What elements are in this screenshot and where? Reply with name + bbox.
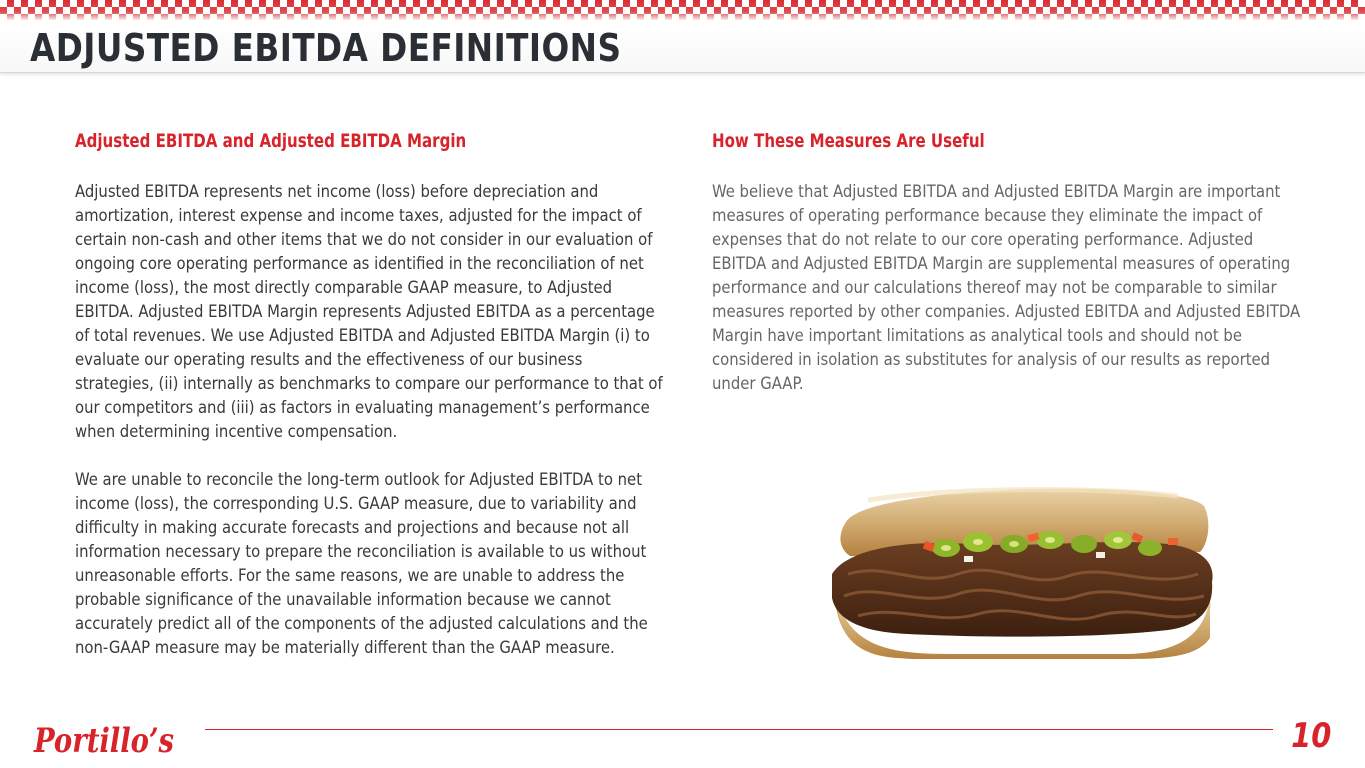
left-column-heading: Adjusted EBITDA and Adjusted EBITDA Margin	[75, 130, 467, 152]
right-column-heading: How These Measures Are Useful	[712, 130, 985, 152]
svg-text:Portillo’s: Portillo’s	[33, 721, 174, 761]
portillos-logo	[32, 718, 182, 762]
page-number: 10	[1290, 716, 1331, 756]
left-paragraph-2: We are unable to reconcile the long-term outlook for Adjusted EBITDA to net income (loss), the corresponding U.S. GAAP measure, due to variability and difficulty in making accurate forecasts and projections and because not all information necessary to prepare the reconciliation is available to us without unreasonable efforts. For the same reasons, we are unable to address the probable significance of the unavailable information because we cannot accurately predict all of the components of the adjusted calculations and the non-GAAP measure may be materially different than the GAAP measure.	[75, 470, 648, 657]
beef-filling	[832, 542, 1213, 637]
page-title: ADJUSTED EBITDA DEFINITIONS	[30, 26, 622, 70]
checkered-border-fade	[0, 0, 1365, 20]
left-column	[75, 126, 665, 660]
sandwich-image	[828, 478, 1216, 660]
left-paragraph-1: Adjusted EBITDA represents net income (loss) before depreciation and amortization, interest expense and income taxes, adjusted for the impact of certain non-cash and other items that we do not consider in our evaluation of ongoing core operating performance as identified in the reconciliation of net income (loss), the most directly comparable GAAP measure, to Adjusted EBITDA. Adjusted EBITDA Margin represents Adjusted EBITDA as a percentage of total revenues. We use Adjusted EBITDA and Adjusted EBITDA Margin (i) to evaluate our operating results and the effectiveness of our business strategies, (ii) internally as benchmarks to compare our performance to that of our competitors and (iii) as factors in evaluating management’s performance when determining incentive compensation.	[75, 182, 663, 441]
right-paragraph-1: We believe that Adjusted EBITDA and Adjusted EBITDA Margin are important measures of operating performance because they eliminate the impact of expenses that do not relate to our core operating performance. Adjusted EBITDA and Adjusted EBITDA Margin are supplemental measures of operating performance and our calculations thereof may not be comparable to similar measures reported by other companies. Adjusted EBITDA and Adjusted EBITDA Margin have important limitations as analytical tools and should not be considered in isolation as substitutes for analysis of our results as reported under GAAP.	[712, 182, 1301, 393]
right-column	[712, 126, 1302, 396]
footer-divider	[205, 729, 1273, 730]
